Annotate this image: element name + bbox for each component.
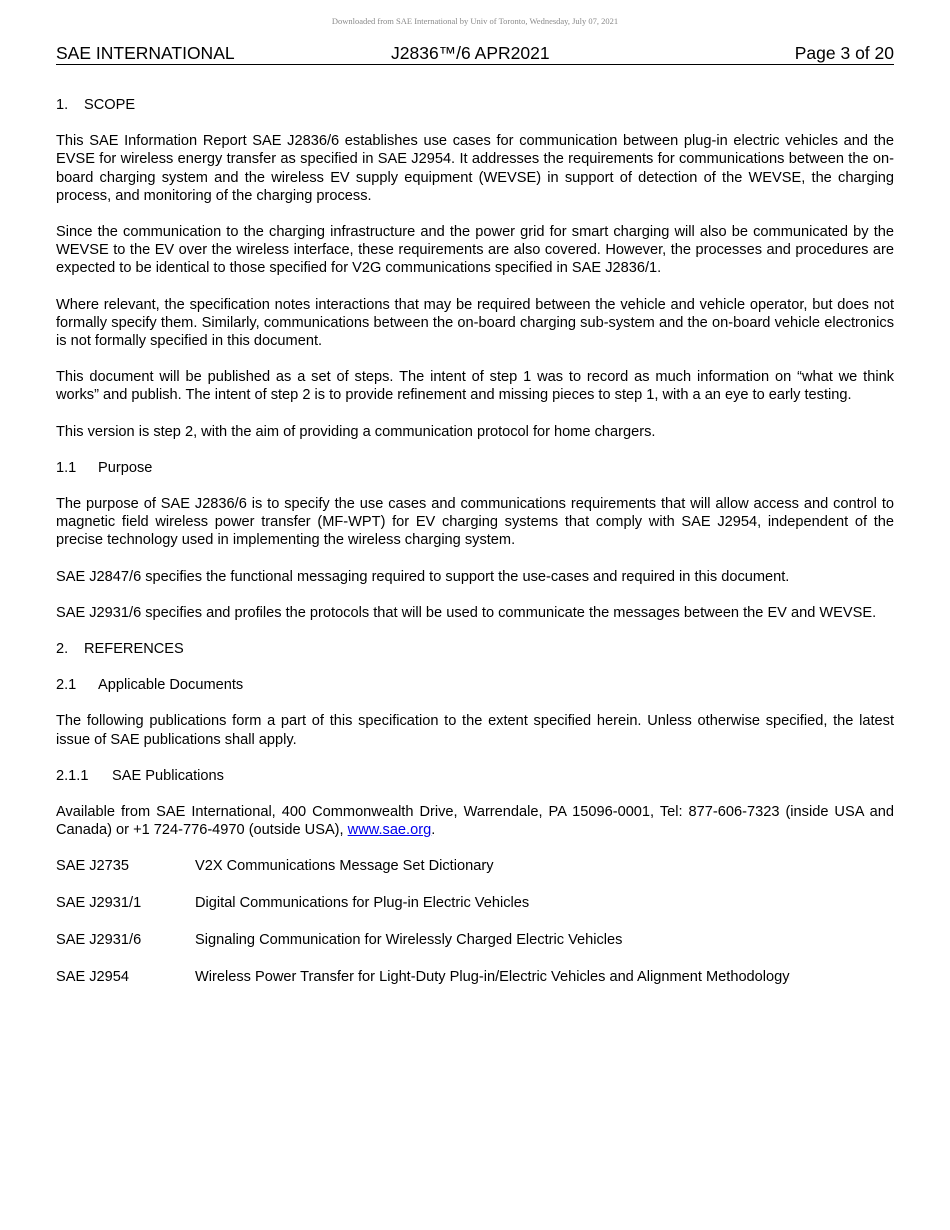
reference-code: SAE J2931/6: [56, 931, 142, 948]
reference-code: SAE J2735: [56, 858, 130, 875]
section-title: Purpose: [98, 459, 153, 476]
page-header: [56, 43, 894, 65]
reference-row: [56, 968, 894, 986]
section-heading-applicable-documents: [56, 676, 894, 694]
section-title: SAE Publications: [112, 767, 224, 784]
reference-title: Wireless Power Transfer for Light-Duty Plug-in/Electric Vehicles and Alignment Methodology: [195, 968, 790, 985]
section-heading-references: [56, 640, 894, 658]
section-title: SCOPE: [84, 97, 136, 113]
header-publisher: SAE INTERNATIONAL: [56, 43, 235, 63]
header-page-number: Page 3 of 20: [794, 43, 894, 63]
paragraph: The purpose of SAE J2836/6 is to specify the use cases and communications requirements that will allow access and control to magnetic field wireless power transfer (MF-WPT) for EV charging systems that comply with SAE J2954, independent of the precise technology used in implementing the wireless charging system.: [56, 496, 894, 549]
availability-text-end: .: [431, 822, 436, 839]
reference-row: [56, 931, 894, 949]
section-heading-purpose: [56, 459, 894, 477]
paragraph: This version is step 2, with the aim of providing a communication protocol for home chargers.: [56, 423, 656, 440]
header-document-id: J2836™/6 APR2021: [391, 43, 550, 63]
paragraph: This document will be published as a set of steps. The intent of step 1 was to record as much information on “what we think works” and publish. The intent of step 2 is to provide refinement and missing pieces to step 1, with a an eye to early testing.: [56, 369, 894, 404]
paragraph: Where relevant, the specification notes interactions that may be required between the vehicle and vehicle operator, but does not formally specify them. Similarly, communications between the on-board charging sub-system and the on-board vehicle electronics is not formally specified in this document.: [56, 296, 894, 350]
download-watermark: Downloaded from SAE International by Univ of Toronto, Wednesday, July 07, 2021: [331, 16, 619, 26]
document-body: [56, 96, 894, 1004]
section-number: 2.1: [56, 677, 77, 694]
reference-list: [56, 857, 894, 985]
section-number: 1.1: [56, 459, 77, 476]
paragraph: The following publications form a part of this specification to the extent specified herein. Unless otherwise specified, the latest issue of SAE publications shall apply.: [56, 713, 894, 748]
paragraph-availability: [56, 803, 894, 839]
reference-code: SAE J2954: [56, 968, 130, 985]
reference-row: [56, 894, 894, 912]
section-number: 2.: [56, 641, 69, 658]
reference-row: [56, 857, 894, 875]
reference-code: SAE J2931/1: [56, 895, 142, 912]
paragraph: Since the communication to the charging infrastructure and the power grid for smart charging will also be communicated by the WEVSE to the EV over the wireless interface, these requirements are also covered. However, the processes and procedures are expected to be identical to those specified for V2G communications specified in SAE J2836/1.: [56, 224, 894, 277]
paragraph: SAE J2931/6 specifies and profiles the protocols that will be used to communicate the messages between the EV and WEVSE.: [56, 604, 877, 621]
section-number: 2.1.1: [56, 767, 89, 784]
sae-website-link[interactable]: www.sae.org: [347, 822, 432, 839]
paragraph: This SAE Information Report SAE J2836/6 establishes use cases for communication between plug-in electric vehicles and the EVSE for wireless energy transfer as specified in SAE J2954. It addresses the requirements for communications between the on-board charging system and the wireless EV supply equipment (WEVSE) in support of detection of the WEVSE, the charging process, and monitoring of the charging process.: [56, 133, 894, 204]
section-heading-scope: [56, 96, 894, 114]
paragraph: SAE J2847/6 specifies the functional messaging required to support the use-cases and required in this document.: [56, 568, 790, 585]
reference-title: V2X Communications Message Set Dictionary: [195, 858, 494, 875]
section-heading-sae-publications: [56, 767, 894, 785]
availability-text: Available from SAE International, 400 Commonwealth Drive, Warrendale, PA 15096-0001, Tel: 877-606-7323 (inside USA and Canada) or +1 724-776-4970 (outside USA),: [56, 804, 894, 839]
section-title: REFERENCES: [84, 641, 184, 658]
reference-title: Signaling Communication for Wirelessly Charged Electric Vehicles: [195, 931, 623, 948]
section-number: 1.: [56, 97, 69, 113]
section-title: Applicable Documents: [98, 677, 244, 694]
reference-title: Digital Communications for Plug-in Electric Vehicles: [195, 895, 530, 912]
